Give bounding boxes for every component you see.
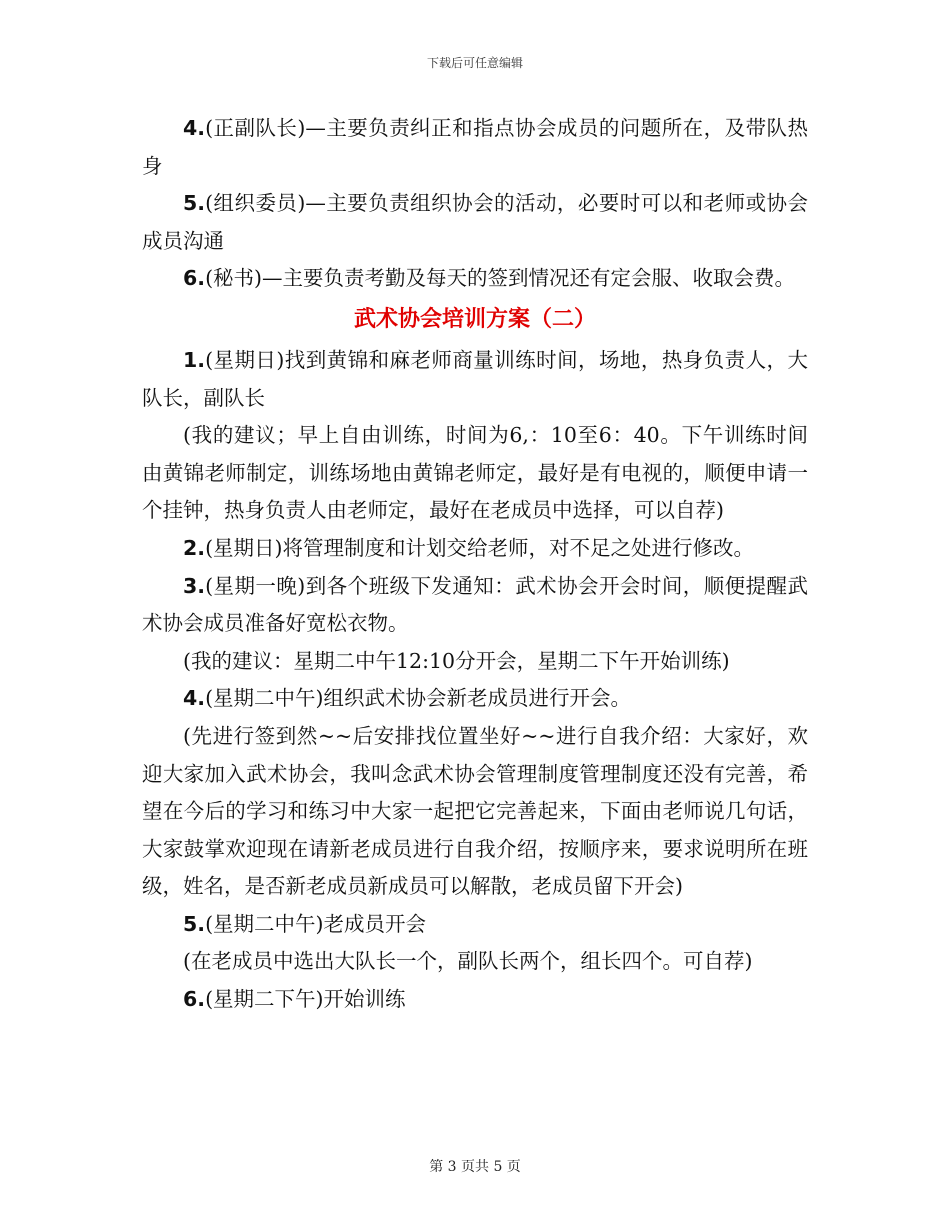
page-footer: 第 3 页共 5 页 [429, 1159, 521, 1175]
list-item [142, 530, 808, 568]
item-text: (星期二下午)开始训练 [205, 987, 406, 1012]
item-number: 6. [183, 266, 206, 291]
list-item [142, 260, 808, 298]
item-text: (星期二中午)组织武术协会新老成员进行开会。 [205, 686, 632, 711]
item-number: 3. [183, 573, 206, 598]
item-text: (秘书)—主要负责考勤及每天的签到情况还有定会服、收取会费。 [205, 266, 796, 291]
list-item [142, 185, 808, 260]
item-text: (星期日)找到黄锦和麻老师商量训练时间，场地，热身负责人，大队长，副队长 [142, 347, 808, 410]
item-text: (星期一晚)到各个班级下发通知：武术协会开会时间，顺便提醒武术协会成员准备好宽松衣物。 [142, 573, 808, 636]
item-number: 5. [183, 911, 206, 936]
list-item [142, 906, 808, 944]
document-body [142, 110, 808, 1019]
item-number: 5. [183, 191, 206, 216]
item-number: 1. [183, 347, 206, 372]
list-item [142, 342, 808, 417]
note-paragraph: (我的建议；早上自由训练，时间为6,：10至6：40。下午训练时间由黄锦老师制定，训练场地由黄锦老师定，最好是有电视的，顺便申请一个挂钟，热身负责人由老师定，最好在老成员中选择，可以自荐) [142, 423, 808, 523]
page-header: 下载后可任意编辑 [426, 56, 523, 70]
section-title: 武术协会培训方案（二） [353, 306, 596, 332]
item-text: (星期二中午)老成员开会 [205, 911, 427, 936]
item-number: 4. [183, 116, 206, 140]
list-item [142, 680, 808, 718]
note-paragraph: (在老成员中选出大队长一个，副队长两个，组长四个。可自荐) [183, 949, 753, 974]
list-item [142, 110, 808, 185]
item-number: 6. [183, 987, 206, 1012]
note-paragraph: (我的建议：星期二中午12:10分开会，星期二下午开始训练) [183, 648, 730, 673]
list-item [142, 568, 808, 643]
note-paragraph: (先进行签到然~~后安排找位置坐好~~进行自我介绍：大家好，欢迎大家加入武术协会，我叫念武术协会管理制度管理制度还没有完善，希望在今后的学习和练习中大家一起把它完善起来，下面由老师说几句话，大家鼓掌欢迎现在请新老成员进行自我介绍，按顺序来，要求说明所在班级，姓名，是否新老成员新成员可以解散，老成员留下开会) [142, 723, 808, 899]
list-item [142, 981, 808, 1019]
item-text: (组织委员)—主要负责组织协会的活动，必要时可以和老师或协会成员沟通 [142, 191, 808, 253]
item-text: (正副队长)—主要负责纠正和指点协会成员的问题所在，及带队热身 [142, 116, 808, 178]
item-text: (星期日)将管理制度和计划交给老师，对不足之处进行修改。 [205, 535, 755, 560]
item-number: 4. [183, 686, 206, 711]
item-number: 2. [183, 535, 206, 560]
